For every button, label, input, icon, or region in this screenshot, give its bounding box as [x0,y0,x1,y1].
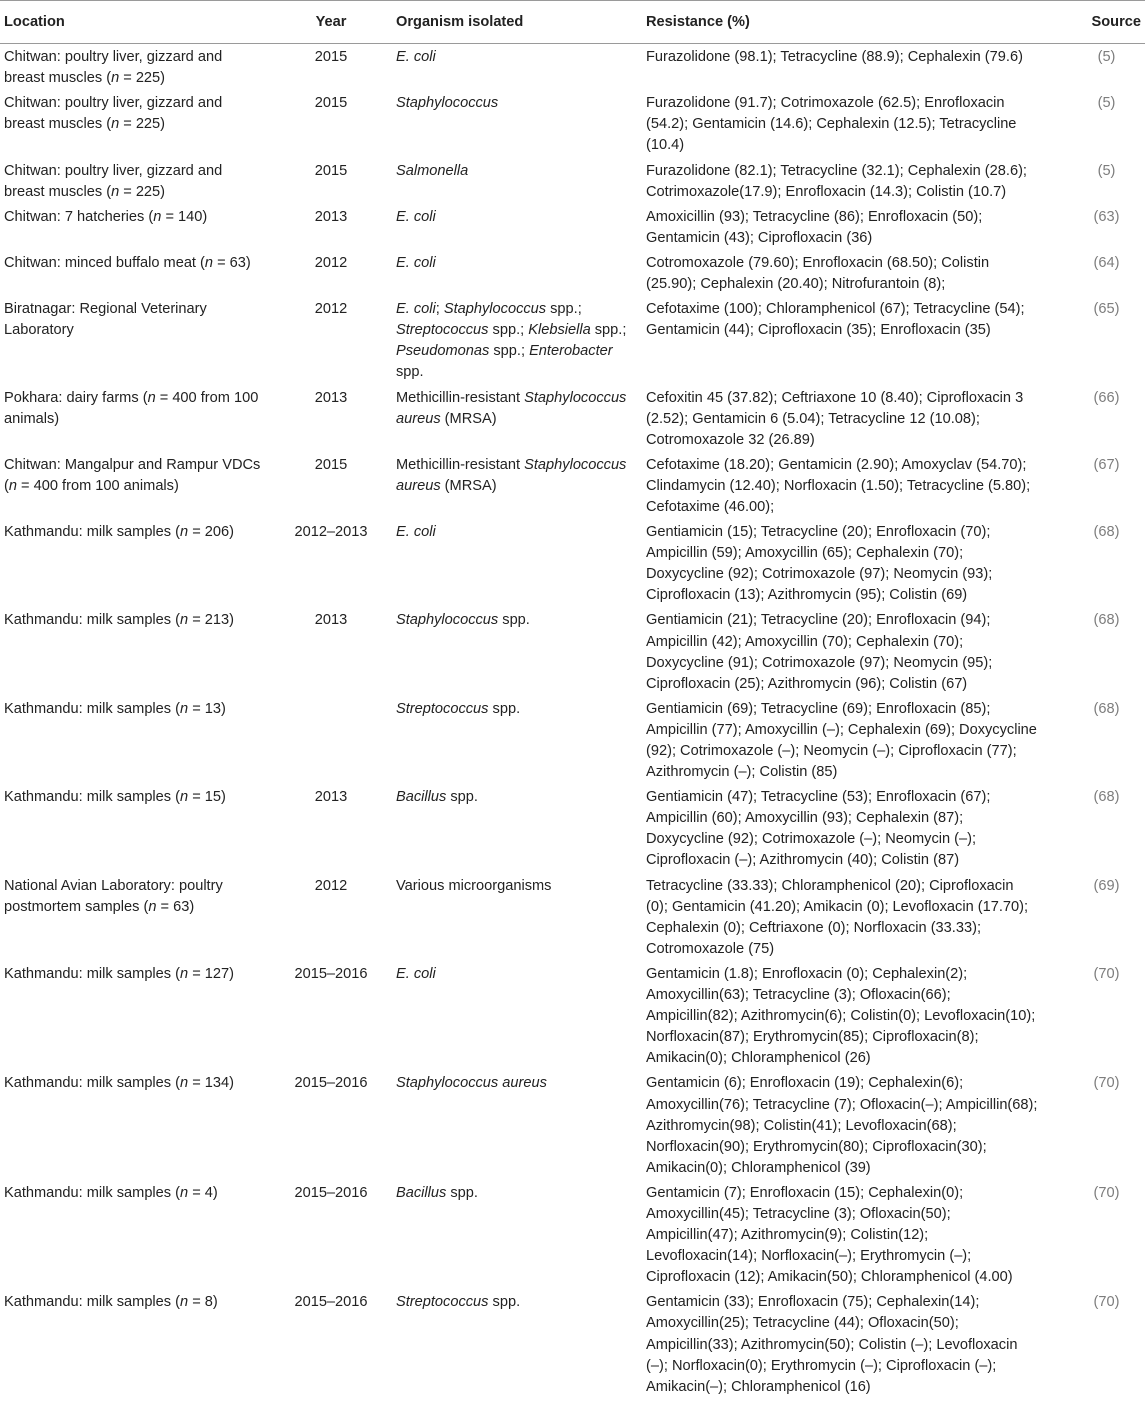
cell-year: 2015 [314,162,348,179]
header-year: Year [270,1,392,44]
cell-resistance: Cefoxitin 45 (37.82); Ceftriaxone 10 (8.40); Ciprofloxacin 3 (2.52); Gentamicin 6 (5.04); Tetracycline 12 (10.08); Cotromoxazole 32 (26.89) [646,389,1024,448]
cell-resistance: Gentiamicin (69); Tetracycline (69); Enrofloxacin (85); Ampicillin (77); Amoxycillin (–); Cephalexin (69); Doxycycline (92); Cotrimoxazole (–); Neomycin (–); Ciprofloxacin (77); Azithromycin (–); Colistin (85) [646,700,1037,781]
cell-resistance: Gentiamicin (21); Tetracycline (20); Enrofloxacin (94); Ampicillin (42); Amoxycillin (70); Cephalexin (70); Doxycycline (91); Cotrimoxazole (97); Neomycin (95); Ciprofloxacin (25); Azithromycin (96); Colistin (67) [646,612,993,692]
cell-organism: Salmonella [396,162,469,179]
cell-source: (70) [1093,1075,1120,1092]
cell-year: 2015 [314,95,348,112]
cell-resistance: Cefotaxime (100); Chloramphenicol (67); Tetracycline (54); Gentamicin (44); Ciprofloxacin (35); Enrofloxacin (35) [646,301,1025,339]
cell-location: Chitwan: poultry liver, gizzard and breast muscles (n = 225) [4,162,223,200]
cell-organism: E. coli [396,49,436,66]
cell-resistance: Gentamicin (7); Enrofloxacin (15); Cephalexin(0); Amoxycillin(45); Tetracycline (3); Ofloxacin(50); Ampicillin(47); Azithromycin(9); Colistin(12); Levofloxacin(14); Norfloxacin(–); Erythromycin (–); Ciprofloxacin (12); Amikacin(50); Chloramphenicol (4.00) [646,1184,1013,1286]
header-location: Location [0,1,270,44]
table-row [0,44,1145,92]
cell-source: (67) [1093,456,1120,473]
cell-organism: Streptococcus spp. [396,700,521,717]
table-row [0,1071,1145,1180]
cell-resistance: Gentamicin (1.8); Enrofloxacin (0); Cephalexin(2); Amoxycillin(63); Tetracycline (3); Ofloxacin(66); Ampicillin(82); Azithromycin(6); Colistin(0); Levofloxacin(10); Norfloxacin(87); Erythromycin(85); Ciprofloxacin(8); Amikacin(0); Chloramphenicol (26) [646,965,1036,1067]
cell-year: 2013 [314,789,348,806]
cell-location: Kathmandu: milk samples (n = 206) [4,524,234,541]
cell-resistance: Tetracycline (33.33); Chloramphenicol (20); Ciprofloxacin (0); Gentamicin (41.20); Amikacin (0); Levofloxacin (17.70); Cephalexin (0); Ceftriaxone (0); Norfloxacin (33.33); Cotromoxazole (75) [646,877,1029,957]
cell-location: Kathmandu: milk samples (n = 213) [4,612,234,629]
cell-year: 2013 [314,389,348,406]
cell-organism: E. coli [396,524,436,541]
cell-year: 2012 [314,301,348,318]
header-resistance: Resistance (%) [642,1,1042,44]
cell-year: 2012 [314,254,348,271]
cell-organism: E. coli; Staphylococcus spp.; Streptococcus spp.; Klebsiella spp.; Pseudomonas spp.; Enterobacter spp. [396,301,627,381]
cell-source: (68) [1093,789,1120,806]
cell-source: (70) [1093,965,1120,982]
cell-year: 2015–2016 [294,1184,368,1201]
cell-location: Kathmandu: milk samples (n = 127) [4,965,234,982]
cell-year [270,697,392,785]
header-organism: Organism isolated [392,1,642,44]
cell-source: (5) [1097,162,1116,179]
cell-source: (66) [1093,389,1120,406]
cell-year: 2015 [314,49,348,66]
cell-year: 2015 [314,456,348,473]
cell-organism: Bacillus spp. [396,789,478,806]
cell-organism: Various microorganisms [396,877,552,894]
table-row [0,520,1145,608]
table-row [0,608,1145,696]
cell-organism: Methicillin-resistant Staphylococcus aureus (MRSA) [396,389,627,427]
cell-year: 2013 [314,208,348,225]
table-row [0,1290,1145,1399]
cell-organism: Bacillus spp. [396,1184,478,1201]
table-row [0,785,1145,873]
cell-source: (68) [1093,612,1120,629]
cell-resistance: Amoxicillin (93); Tetracycline (86); Enrofloxacin (50); Gentamicin (43); Ciprofloxacin (36) [646,208,983,246]
cell-resistance: Cefotaxime (18.20); Gentamicin (2.90); Amoxyclav (54.70); Clindamycin (12.40); Norfloxacin (1.50); Tetracycline (5.80); Cefotaxime (46.00); [646,456,1031,515]
cell-location: Kathmandu: milk samples (n = 15) [4,789,226,806]
table-row [0,205,1145,251]
cell-source: (5) [1097,49,1116,66]
cell-resistance: Gentamicin (6); Enrofloxacin (19); Cephalexin(6); Amoxycillin(76); Tetracycline (7); Ofloxacin(–); Ampicillin(68); Azithromycin(98); Colistin(41); Levofloxacin(68); Norfloxacin(90); Erythromycin(80); Ciprofloxacin(30); Amikacin(0); Chloramphenicol (39) [646,1075,1038,1176]
cell-location: Chitwan: 7 hatcheries (n = 140) [4,208,208,225]
cell-location: Biratnagar: Regional Veterinary Laboratory [4,301,207,339]
cell-resistance: Gentiamicin (47); Tetracycline (53); Enrofloxacin (67); Ampicillin (60); Amoxycillin (93); Cephalexin (87); Doxycycline (92); Cotrimoxazole (–); Neomycin (–); Ciprofloxacin (–); Azithromycin (40); Colistin (87) [646,789,991,869]
cell-year: 2015–2016 [294,1294,368,1311]
cell-location: Kathmandu: milk samples (n = 13) [4,700,226,717]
cell-organism: Methicillin-resistant Staphylococcus aureus (MRSA) [396,456,627,494]
cell-resistance: Cotromoxazole (79.60); Enrofloxacin (68.50); Colistin (25.90); Cephalexin (20.40); Nitrofurantoin (8); [646,254,990,293]
cell-source: (64) [1093,254,1120,271]
cell-resistance: Furazolidone (91.7); Cotrimoxazole (62.5); Enrofloxacin (54.2); Gentamicin (14.6); Cephalexin (12.5); Tetracycline (10.4) [646,95,1017,154]
cell-location: Pokhara: dairy farms (n = 400 from 100 animals) [4,389,259,427]
table-row [0,159,1145,205]
cell-source: (69) [1093,877,1120,894]
cell-year: 2015–2016 [294,1075,368,1092]
table-row [0,453,1145,520]
cell-organism: E. coli [396,208,436,225]
cell-resistance: Gentamicin (33); Enrofloxacin (75); Cephalexin(14); Amoxycillin(25); Tetracycline (44); Ofloxacin(50); Ampicillin(33); Azithromycin(50); Colistin (–); Levofloxacin (–); Norfloxacin(0); Erythromycin (–); Ciprofloxacin (–); Amikacin(–); Chloramphenicol (16) [646,1294,1018,1395]
cell-source: (65) [1093,301,1120,318]
cell-resistance: Furazolidone (98.1); Tetracycline (88.9); Cephalexin (79.6) [646,49,1023,66]
cell-year: 2012 [314,877,348,894]
cell-location: Chitwan: Mangalpur and Rampur VDCs (n = 400 from 100 animals) [4,456,261,494]
cell-location: Kathmandu: milk samples (n = 8) [4,1294,218,1311]
cell-organism: Staphylococcus aureus [396,1075,547,1092]
table-row [0,874,1145,962]
cell-location: Kathmandu: milk samples (n = 4) [4,1184,218,1201]
cell-resistance: Gentiamicin (15); Tetracycline (20); Enrofloxacin (70); Ampicillin (59); Amoxycillin (65); Cephalexin (70); Doxycycline (92); Cotrimoxazole (97); Neomycin (93); Ciprofloxacin (13); Azithromycin (95); Colistin (69) [646,524,993,604]
cell-location: Chitwan: poultry liver, gizzard and breast muscles (n = 225) [4,95,223,133]
cell-source: (5) [1097,95,1116,112]
cell-location: Chitwan: poultry liver, gizzard and breast muscles (n = 225) [4,49,223,87]
cell-location: National Avian Laboratory: poultry postmortem samples (n = 63) [4,877,223,915]
cell-source: (68) [1093,700,1120,717]
cell-resistance: Furazolidone (82.1); Tetracycline (32.1); Cephalexin (28.6); Cotrimoxazole(17.9); Enrofloxacin (14.3); Colistin (10.7) [646,162,1027,200]
table-row [0,697,1145,785]
cell-organism: E. coli [396,254,436,271]
cell-source: (68) [1093,524,1120,541]
table-row [0,297,1145,385]
table-row [0,962,1145,1071]
cell-location: Kathmandu: milk samples (n = 134) [4,1075,234,1092]
cell-location: Chitwan: minced buffalo meat (n = 63) [4,254,251,271]
header-row [0,1,1145,44]
cell-year: 2013 [314,612,348,629]
cell-source: (70) [1093,1184,1120,1201]
cell-source: (70) [1093,1294,1120,1311]
table-row [0,91,1145,158]
table-row [0,1181,1145,1290]
cell-organism: Staphylococcus spp. [396,612,530,629]
cell-source: (63) [1093,208,1120,225]
table-body [0,44,1145,1400]
table-row [0,386,1145,453]
cell-organism: E. coli [396,965,436,982]
header-source: Source [1042,1,1145,44]
cell-organism: Staphylococcus [396,95,499,112]
cell-year: 2012–2013 [294,524,368,541]
cell-year: 2015–2016 [294,965,368,982]
cell-organism: Streptococcus spp. [396,1294,521,1311]
table-row [0,251,1145,297]
